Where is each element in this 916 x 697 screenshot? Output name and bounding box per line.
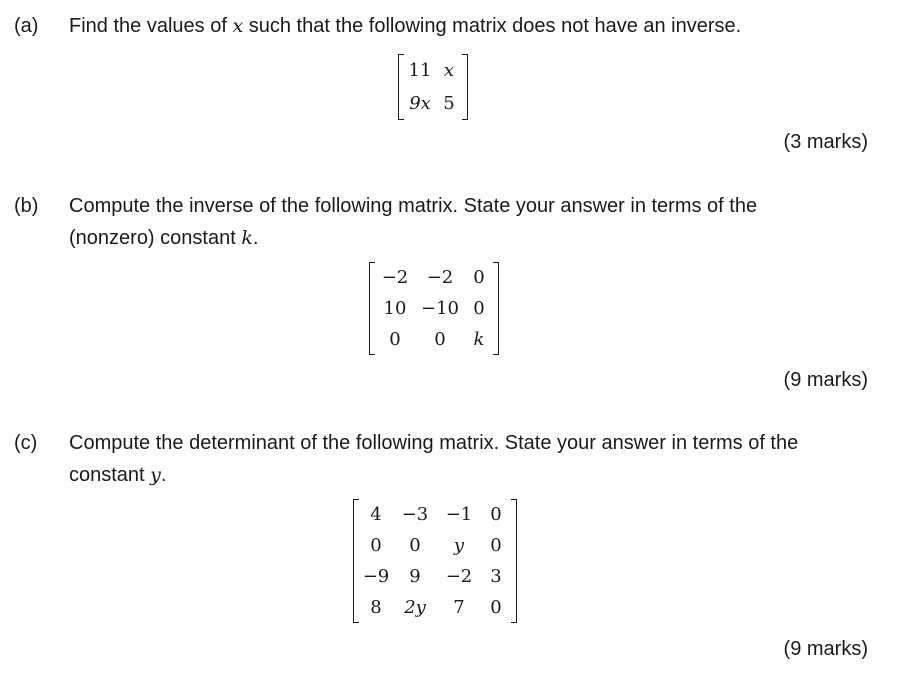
matrix-cell: 2y: [404, 597, 426, 618]
matrix-cell: 9x: [409, 93, 431, 114]
matrix-cell: k: [473, 329, 485, 350]
matrix-cell: 0: [434, 329, 446, 350]
part-a-matrix-grid: [404, 54, 462, 120]
part-b-marks: (9 marks): [783, 369, 868, 391]
part-c-line2-after: .: [160, 464, 167, 486]
part-c-matrix: [353, 499, 517, 623]
right-bracket: [511, 499, 517, 623]
matrix-cell: −2: [426, 267, 454, 288]
part-a-text-before: Find the values of: [69, 15, 233, 37]
matrix-cell: 10: [383, 298, 407, 319]
matrix-cell: 0: [473, 267, 485, 288]
matrix-cell: 7: [453, 597, 465, 618]
matrix-cell: −9: [362, 566, 390, 587]
matrix-cell: 0: [490, 535, 502, 556]
part-a-text-after: such that the following matrix does not have an inverse.: [243, 15, 742, 37]
part-b-label: (b): [14, 195, 39, 217]
part-c-matrix-grid: [359, 499, 511, 623]
part-b-line2-before: (nonzero) constant: [69, 227, 242, 249]
matrix-cell: y: [453, 535, 465, 556]
part-c-question-line2: [69, 459, 869, 491]
matrix-cell: 11: [408, 60, 432, 81]
matrix-cell: 0: [490, 597, 502, 618]
part-b-question-line1: Compute the inverse of the following matrix. State your answer in terms of the: [69, 195, 758, 217]
part-b-matrix-grid: [375, 262, 493, 355]
matrix-cell: 3: [490, 566, 502, 587]
matrix-cell: 0: [389, 329, 401, 350]
part-c-marks: (9 marks): [783, 638, 868, 660]
part-a-marks: (3 marks): [783, 131, 868, 153]
part-b-question-line2: [69, 222, 869, 254]
part-a-matrix: [398, 54, 468, 120]
matrix-cell: 0: [409, 535, 421, 556]
part-a-question: [69, 10, 869, 42]
matrix-cell: −2: [445, 566, 473, 587]
part-c-variable: y: [150, 464, 161, 486]
part-a-label: (a): [14, 15, 39, 37]
matrix-cell: x: [443, 60, 455, 81]
matrix-cell: 0: [490, 504, 502, 525]
matrix-cell: −1: [445, 504, 473, 525]
matrix-cell: 8: [370, 597, 382, 618]
matrix-cell: 5: [443, 93, 455, 114]
part-a-variable: x: [232, 15, 244, 37]
matrix-cell: −10: [421, 298, 459, 319]
matrix-cell: −3: [401, 504, 429, 525]
part-b-variable: k: [241, 227, 253, 249]
right-bracket: [462, 54, 468, 120]
part-c-line2-before: constant: [69, 464, 151, 486]
matrix-cell: 9: [409, 566, 421, 587]
matrix-cell: 0: [473, 298, 485, 319]
matrix-cell: 0: [370, 535, 382, 556]
right-bracket: [493, 262, 499, 355]
part-c-question-line1: Compute the determinant of the following matrix. State your answer in terms of the: [69, 432, 799, 454]
part-c-label: (c): [14, 432, 38, 454]
part-b-matrix: [369, 262, 499, 355]
part-b-line2-after: .: [252, 227, 259, 249]
matrix-cell: 4: [370, 504, 382, 525]
matrix-cell: −2: [381, 267, 409, 288]
